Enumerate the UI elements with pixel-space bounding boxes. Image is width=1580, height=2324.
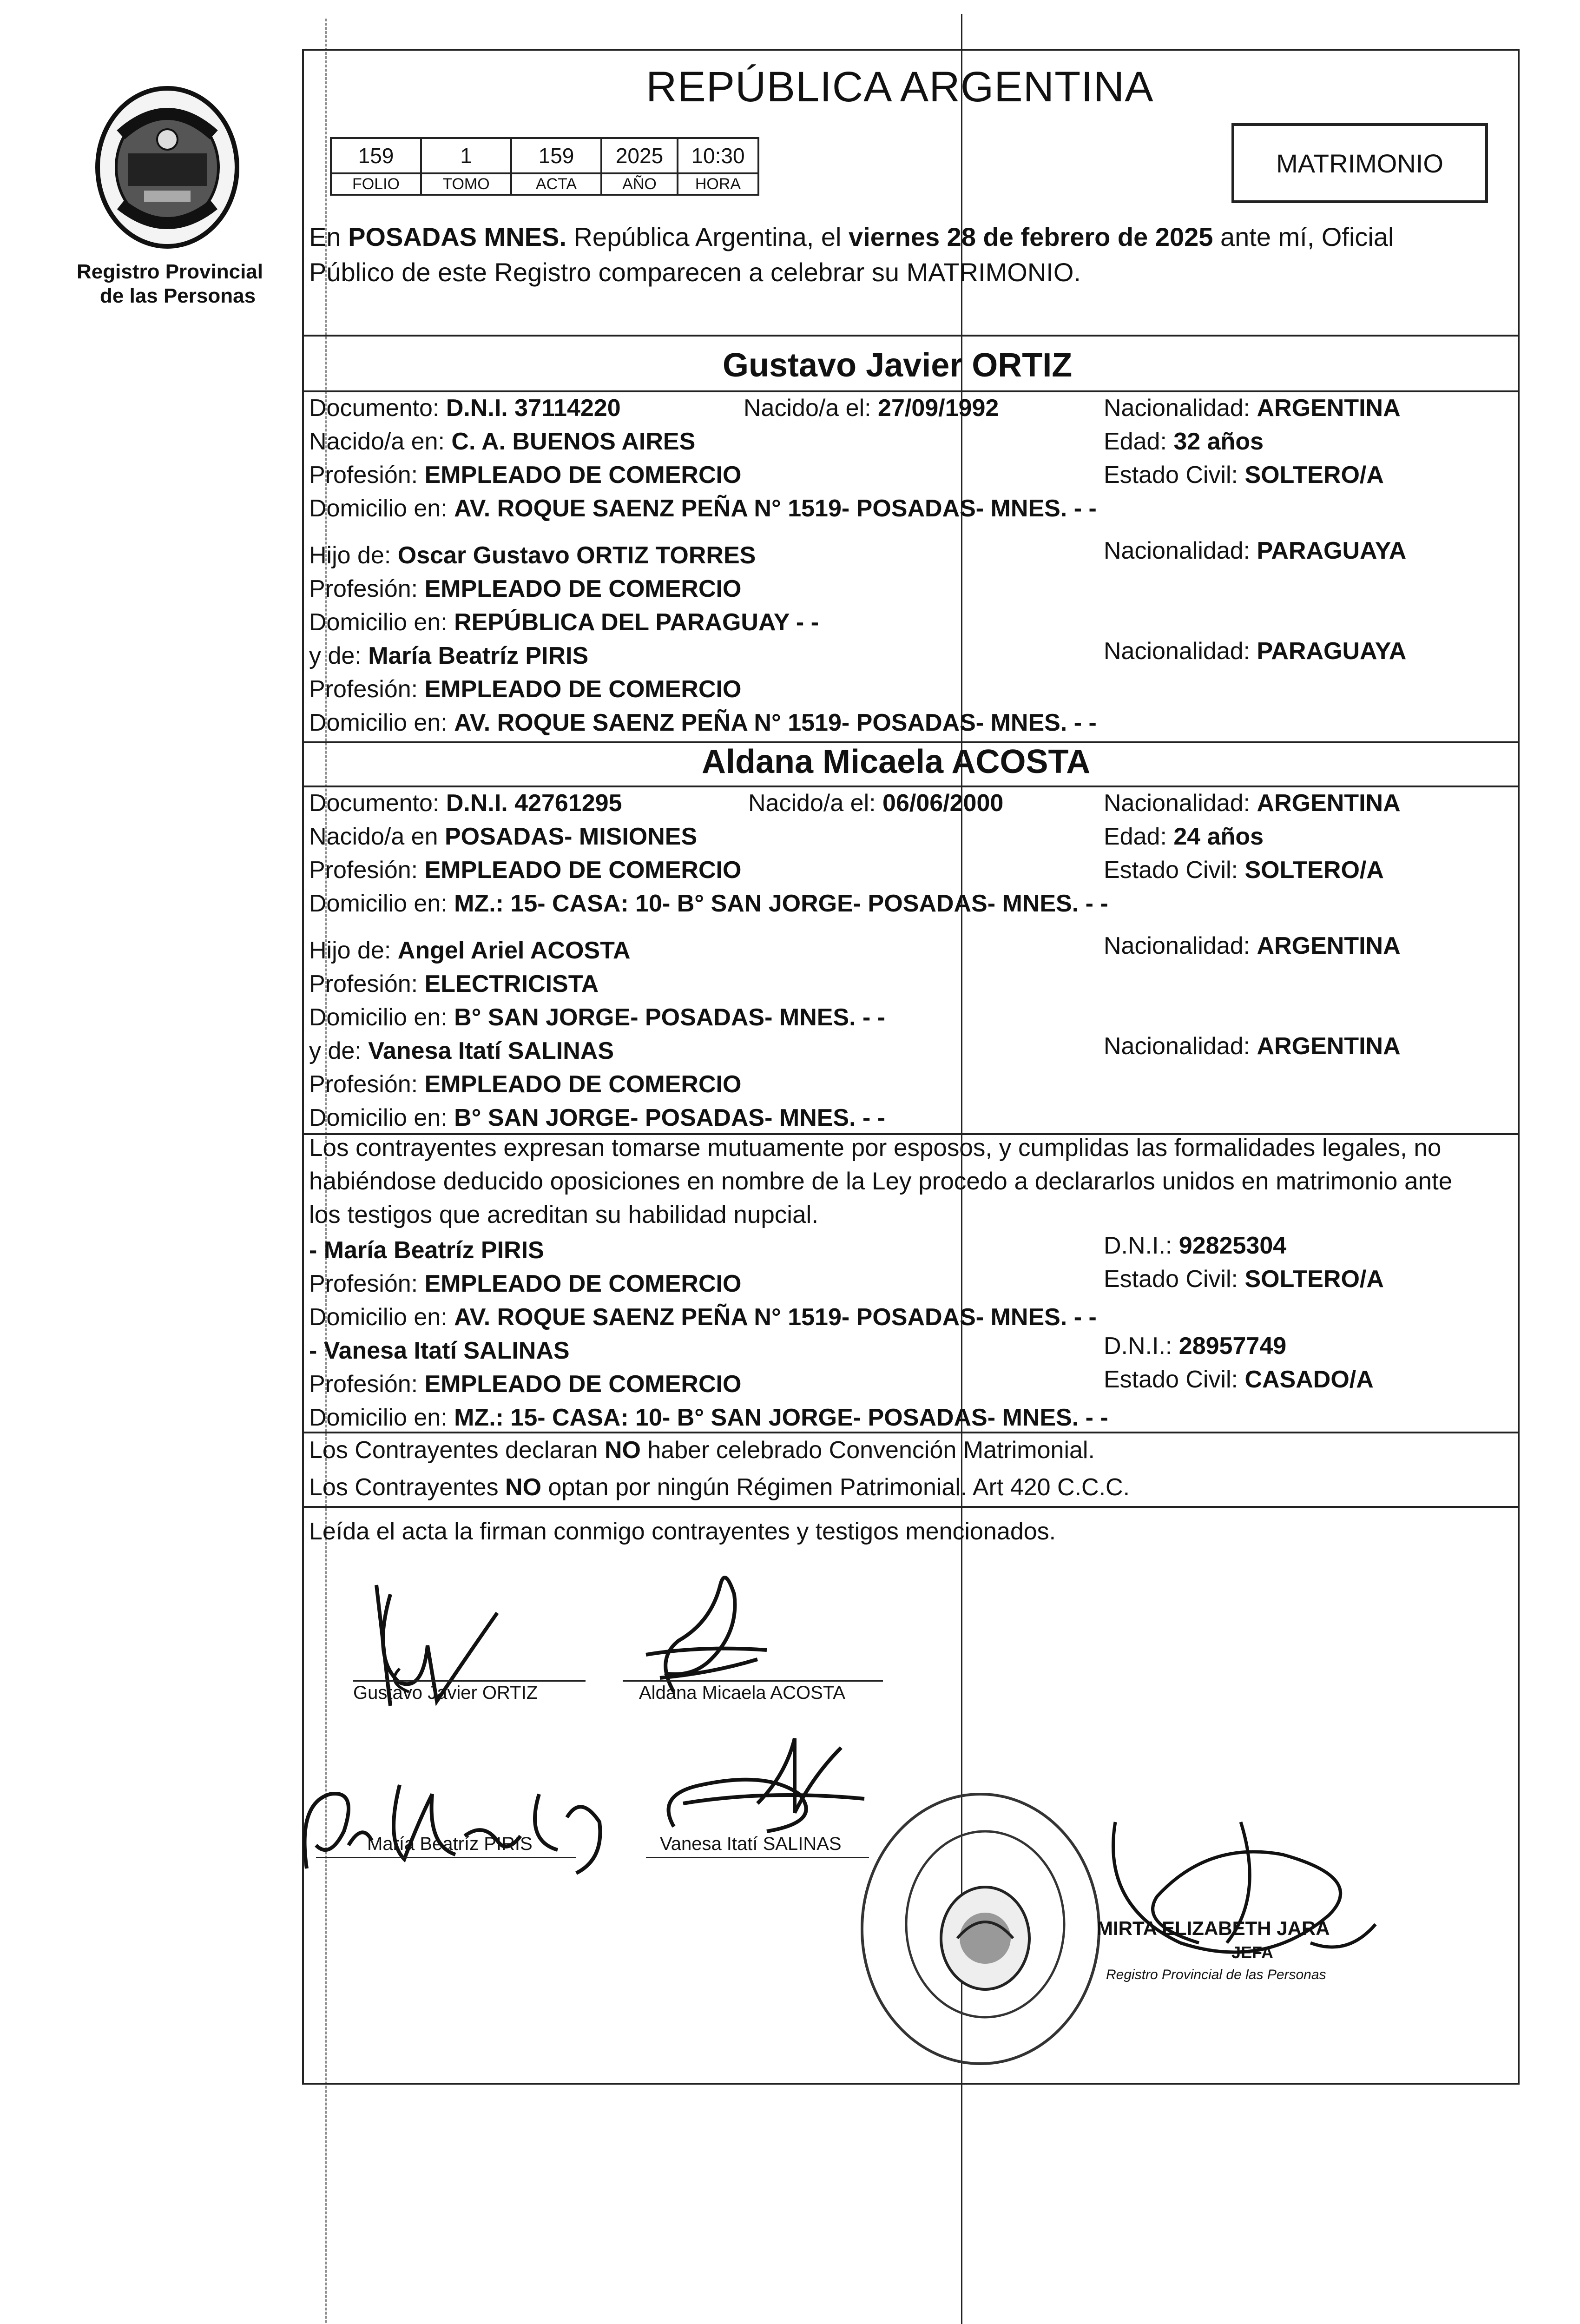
groom-profesion	[309, 461, 741, 489]
hora-value: 10:30	[678, 138, 758, 173]
witness1-domicilio	[309, 1303, 1097, 1331]
convention-line2-b: NO	[505, 1474, 542, 1501]
witness1-estado-value: SOLTERO/A	[1244, 1266, 1384, 1293]
bride-signature-line	[623, 1680, 883, 1682]
witness2-profesion	[309, 1370, 741, 1398]
groom-edad	[1104, 428, 1264, 456]
conventions-section-bottom	[302, 1506, 1520, 1508]
provincial-seal-logo	[88, 84, 246, 260]
witness1-profesion-value: EMPLEADO DE COMERCIO	[424, 1270, 742, 1297]
witness2-domicilio-value: MZ.: 15- CASA: 10- B° SAN JORGE- POSADAS- MNES. - -	[454, 1404, 1108, 1431]
witness2-dni	[1104, 1332, 1286, 1360]
witness1-domicilio-label: Domicilio en:	[309, 1304, 454, 1331]
witness2-dni-value: 28957749	[1178, 1333, 1287, 1360]
witness-section-bottom	[302, 1432, 1520, 1433]
bride-father-nacionalidad-value: ARGENTINA	[1257, 932, 1401, 959]
convention-line2	[309, 1473, 1130, 1501]
groom-nacionalidad-label: Nacionalidad:	[1104, 395, 1257, 422]
bride-profesion-value: EMPLEADO DE COMERCIO	[424, 857, 742, 884]
document-type: MATRIMONIO	[1276, 148, 1443, 178]
groom-mother-domicilio	[309, 709, 1097, 737]
witness1-estado	[1104, 1265, 1384, 1293]
witness1-profesion-label: Profesión:	[309, 1270, 425, 1297]
ano-label: AÑO	[601, 173, 678, 195]
bride-father-label: Hijo de:	[309, 937, 398, 964]
witness2-estado-value: CASADO/A	[1244, 1366, 1374, 1393]
registry-name-line1: Registro Provincial	[77, 260, 263, 283]
declaration-line1: Los contrayentes expresan tomarse mutuamente por esposos, y cumplidas las formalidades legales, no	[309, 1134, 1442, 1162]
bride-documento-label: Documento:	[309, 790, 446, 817]
bride-father-value: Angel Ariel ACOSTA	[397, 937, 631, 964]
tomo-label: TOMO	[421, 173, 511, 195]
bride-mother-nacionalidad	[1104, 1032, 1401, 1060]
document-frame-bottom	[302, 2083, 1520, 2085]
groom-estado-label: Estado Civil:	[1104, 462, 1245, 489]
groom-father-profesion	[309, 575, 741, 603]
bride-nacido-en-label: Nacido/a en	[309, 823, 445, 850]
bride-mother-domicilio-label: Domicilio en:	[309, 1104, 454, 1131]
bride-mother-profesion	[309, 1070, 741, 1098]
declaration-line3: los testigos que acreditan su habilidad nupcial.	[309, 1201, 819, 1228]
groom-mother-name	[309, 642, 588, 670]
bride-mother-name	[309, 1037, 614, 1065]
bride-edad-label: Edad:	[1104, 823, 1174, 850]
groom-mother-profesion-label: Profesión:	[309, 676, 425, 703]
groom-estado	[1104, 461, 1384, 489]
groom-domicilio-value: AV. ROQUE SAENZ PEÑA N° 1519- POSADAS- MNES. - -	[454, 495, 1097, 522]
groom-edad-value: 32 años	[1173, 428, 1264, 455]
hora-label: HORA	[678, 173, 758, 195]
declaration-line2: habiéndose deducido oposiciones en nombre de la Ley procedo a declararlos unidos en matrimonio ante	[309, 1168, 1453, 1195]
groom-nacido-en-label: Nacido/a en:	[309, 428, 452, 455]
bride-father-profesion-value: ELECTRICISTA	[424, 971, 599, 997]
country-title: REPÚBLICA ARGENTINA	[646, 63, 1154, 111]
bride-mother-nacionalidad-label: Nacionalidad:	[1104, 1033, 1257, 1060]
closing-text: Leída el acta la firman conmigo contrayentes y testigos mencionados.	[309, 1518, 1056, 1545]
official-name: MIRTA ELIZABETH JARA	[1097, 1917, 1330, 1939]
bride-father-nacionalidad-label: Nacionalidad:	[1104, 932, 1257, 959]
witness1-signature-line	[316, 1857, 576, 1858]
bride-father-profesion	[309, 970, 599, 998]
groom-mother-nacionalidad	[1104, 637, 1406, 665]
groom-documento	[309, 394, 621, 422]
groom-father-value: Oscar Gustavo ORTIZ TORRES	[397, 542, 756, 569]
bride-profesion	[309, 856, 741, 884]
acta-label: ACTA	[511, 173, 601, 195]
bride-mother-label: y de:	[309, 1037, 369, 1064]
groom-mother-domicilio-value: AV. ROQUE SAENZ PEÑA N° 1519- POSADAS- MNES. - -	[454, 709, 1097, 736]
convention-line1-b: NO	[604, 1437, 641, 1464]
witness1-signature	[279, 1766, 632, 1887]
witness1-dni	[1104, 1232, 1286, 1260]
intro-date: viernes 28 de febrero de 2025	[848, 222, 1213, 251]
groom-name-underline	[302, 390, 1520, 392]
reference-table	[330, 137, 759, 196]
groom-domicilio-label: Domicilio en:	[309, 495, 454, 522]
bride-domicilio-label: Domicilio en:	[309, 890, 454, 917]
bride-name-underline	[302, 786, 1520, 787]
groom-estado-value: SOLTERO/A	[1244, 462, 1384, 489]
document-frame-top	[302, 49, 1520, 51]
intro-suffix: ante mí, Oficial	[1213, 222, 1394, 251]
bride-mother-profesion-label: Profesión:	[309, 1071, 425, 1098]
groom-nacido-en-value: C. A. BUENOS AIRES	[451, 428, 696, 455]
groom-nacionalidad-value: ARGENTINA	[1257, 395, 1401, 422]
groom-father-nacionalidad-value: PARAGUAYA	[1257, 537, 1407, 564]
bride-mother-value: Vanesa Itatí SALINAS	[368, 1037, 614, 1064]
groom-name: Gustavo Javier ORTIZ	[723, 347, 1073, 384]
groom-domicilio	[309, 495, 1097, 522]
bride-nacionalidad	[1104, 789, 1401, 817]
bride-father-name	[309, 937, 631, 964]
witness2-estado-label: Estado Civil:	[1104, 1366, 1245, 1393]
groom-profesion-value: EMPLEADO DE COMERCIO	[424, 462, 742, 489]
witness1-name: - María Beatríz PIRIS	[309, 1237, 544, 1264]
bride-name: Aldana Micaela ACOSTA	[702, 743, 1091, 780]
groom-father-label: Hijo de:	[309, 542, 398, 569]
bride-signature-label: Aldana Micaela ACOSTA	[639, 1683, 845, 1703]
groom-mother-label: y de:	[309, 642, 369, 669]
intro-place: POSADAS MNES.	[348, 222, 566, 251]
convention-line1-a: Los Contrayentes declaran	[309, 1437, 605, 1464]
bride-edad-value: 24 años	[1173, 823, 1264, 850]
bride-edad	[1104, 823, 1264, 851]
intro-mid: República Argentina, el	[566, 222, 849, 251]
groom-father-domicilio-value: REPÚBLICA DEL PARAGUAY - -	[454, 609, 819, 636]
groom-mother-nacionalidad-label: Nacionalidad:	[1104, 638, 1257, 665]
groom-mother-value: María Beatríz PIRIS	[368, 642, 589, 669]
intro-line1	[309, 223, 1394, 251]
convention-line2-c: optan por ningún Régimen Patrimonial. Art 420 C.C.C.	[541, 1474, 1130, 1501]
bride-nacido-el-label: Nacido/a el:	[748, 790, 883, 817]
groom-mother-nacionalidad-value: PARAGUAYA	[1257, 638, 1407, 665]
witness1-profesion	[309, 1270, 741, 1298]
groom-documento-label: Documento:	[309, 395, 446, 422]
witness1-dni-value: 92825304	[1178, 1232, 1287, 1259]
groom-father-nacionalidad	[1104, 537, 1406, 565]
bride-mother-domicilio	[309, 1104, 885, 1132]
document-type-box	[1231, 123, 1488, 203]
groom-nacido-el-label: Nacido/a el:	[744, 395, 878, 422]
intro-prefix: En	[309, 222, 349, 251]
tomo-value: 1	[421, 138, 511, 173]
bride-father-domicilio-label: Domicilio en:	[309, 1004, 454, 1031]
bride-domicilio	[309, 890, 1108, 918]
bride-nacido-en-value: POSADAS- MISIONES	[444, 823, 698, 850]
witness2-profesion-value: EMPLEADO DE COMERCIO	[424, 1371, 742, 1398]
bride-nacido-el	[748, 789, 1003, 817]
official-round-seal	[850, 1785, 1111, 2073]
groom-nacionalidad	[1104, 394, 1401, 422]
groom-profesion-label: Profesión:	[309, 462, 425, 489]
convention-line1	[309, 1436, 1095, 1464]
convention-line1-c: haber celebrado Convención Matrimonial.	[640, 1437, 1095, 1464]
convention-line2-a: Los Contrayentes	[309, 1474, 506, 1501]
witness2-dni-label: D.N.I.:	[1104, 1333, 1179, 1360]
groom-father-domicilio-label: Domicilio en:	[309, 609, 454, 636]
groom-mother-domicilio-label: Domicilio en:	[309, 709, 454, 736]
groom-signature-label: Gustavo Javier ORTIZ	[353, 1683, 538, 1703]
bride-father-nacionalidad	[1104, 932, 1401, 960]
document-frame-right	[1518, 49, 1520, 2085]
intro-line2: Público de este Registro comparecen a celebrar su MATRIMONIO.	[309, 257, 1081, 287]
bride-nacionalidad-label: Nacionalidad:	[1104, 790, 1257, 817]
bride-domicilio-value: MZ.: 15- CASA: 10- B° SAN JORGE- POSADAS- MNES. - -	[454, 890, 1108, 917]
witness2-signature-label: Vanesa Itatí SALINAS	[660, 1834, 842, 1854]
witness1-domicilio-value: AV. ROQUE SAENZ PEÑA N° 1519- POSADAS- MNES. - -	[454, 1304, 1097, 1331]
bride-father-domicilio-value: B° SAN JORGE- POSADAS- MNES. - -	[454, 1004, 886, 1031]
bride-father-domicilio	[309, 1004, 885, 1031]
witness2-name: - Vanesa Itatí SALINAS	[309, 1337, 570, 1364]
bride-estado-value: SOLTERO/A	[1244, 857, 1384, 884]
ano-value: 2025	[601, 138, 678, 173]
bride-profesion-label: Profesión:	[309, 857, 425, 884]
folio-label: FOLIO	[331, 173, 421, 195]
bride-nacido-el-value: 06/06/2000	[882, 790, 1004, 817]
witness2-domicilio	[309, 1404, 1108, 1432]
bride-estado-label: Estado Civil:	[1104, 857, 1245, 884]
groom-father-nacionalidad-label: Nacionalidad:	[1104, 537, 1257, 564]
witness1-estado-label: Estado Civil:	[1104, 1266, 1245, 1293]
bride-father-profesion-label: Profesión:	[309, 971, 425, 997]
official-office: Registro Provincial de las Personas	[1106, 1967, 1326, 1982]
groom-father-name	[309, 541, 756, 569]
witness1-dni-label: D.N.I.:	[1104, 1232, 1179, 1259]
groom-mother-profesion-value: EMPLEADO DE COMERCIO	[424, 676, 742, 703]
bride-estado	[1104, 856, 1384, 884]
groom-documento-value: D.N.I. 37114220	[446, 395, 621, 422]
groom-mother-profesion	[309, 675, 741, 703]
bride-nacionalidad-value: ARGENTINA	[1257, 790, 1401, 817]
witness2-domicilio-label: Domicilio en:	[309, 1404, 454, 1431]
section-divider	[302, 335, 1520, 337]
bride-mother-nacionalidad-value: ARGENTINA	[1257, 1033, 1401, 1060]
bride-documento-value: D.N.I. 42761295	[446, 790, 622, 817]
groom-nacido-en	[309, 428, 695, 456]
official-role: JEFA	[1231, 1943, 1274, 1962]
witness2-profesion-label: Profesión:	[309, 1371, 425, 1398]
groom-edad-label: Edad:	[1104, 428, 1174, 455]
folio-value: 159	[331, 138, 421, 173]
groom-father-domicilio	[309, 608, 819, 636]
witness2-estado	[1104, 1366, 1374, 1393]
registry-name-line2: de las Personas	[100, 284, 256, 307]
bride-mother-profesion-value: EMPLEADO DE COMERCIO	[424, 1071, 742, 1098]
bride-nacido-en	[309, 823, 697, 851]
groom-signature-line	[353, 1680, 586, 1682]
witness1-signature-label: María Beatríz PIRIS	[367, 1834, 533, 1854]
bride-documento	[309, 789, 622, 817]
acta-value: 159	[511, 138, 601, 173]
groom-father-profesion-value: EMPLEADO DE COMERCIO	[424, 575, 742, 602]
witness2-signature-line	[646, 1857, 869, 1858]
groom-nacido-el-value: 27/09/1992	[878, 395, 999, 422]
groom-father-profesion-label: Profesión:	[309, 575, 425, 602]
groom-nacido-el	[744, 394, 999, 422]
bride-mother-domicilio-value: B° SAN JORGE- POSADAS- MNES. - -	[454, 1104, 886, 1131]
